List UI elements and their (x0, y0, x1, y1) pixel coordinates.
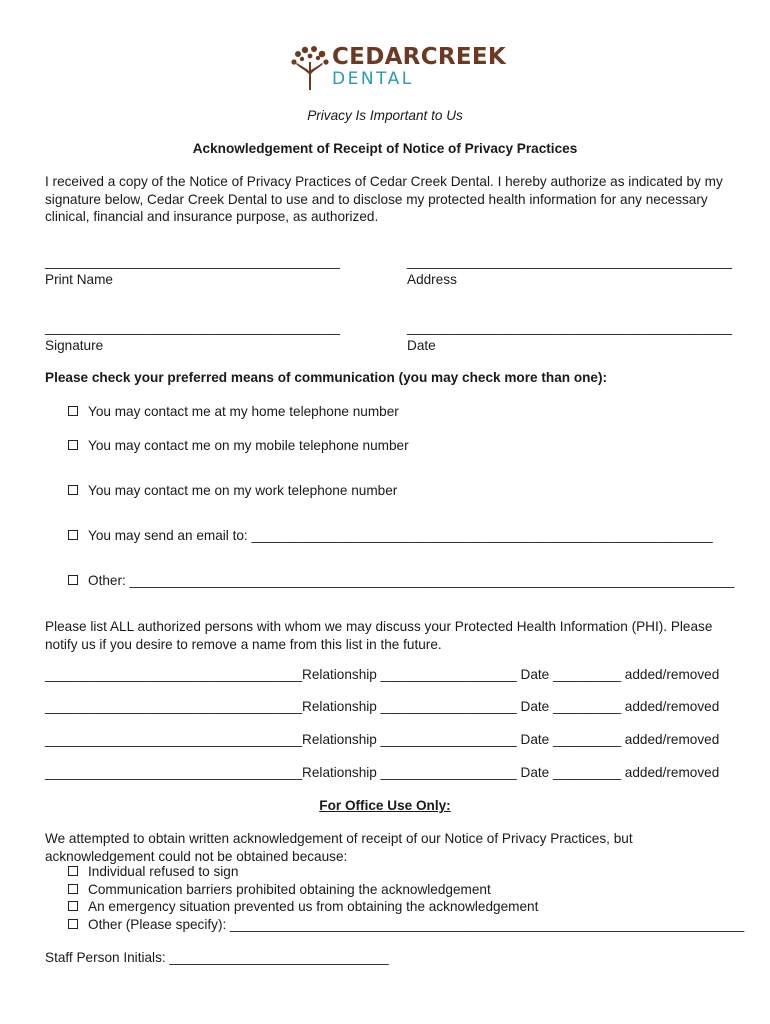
option-label: Other: ________________________________________________________________________________ (88, 573, 735, 588)
office-reason-barriers (68, 882, 491, 897)
checkbox[interactable] (68, 575, 78, 585)
reason-label: Individual refused to sign (88, 864, 239, 879)
phi-person-row[interactable]: __________________________________Relationship __________________ Date _________ added/removed (45, 667, 720, 682)
checkbox[interactable] (68, 901, 78, 911)
address-line[interactable]: ___________________________________________ (407, 254, 733, 269)
phi-person-row[interactable]: __________________________________Relationship __________________ Date _________ added/removed (45, 732, 720, 747)
comm-option-other (68, 573, 734, 588)
signature-label: Signature (45, 338, 104, 353)
reason-label: Other (Please specify): ____________________________________________________________________ (88, 917, 745, 932)
checkbox[interactable] (68, 485, 78, 495)
checkbox[interactable] (68, 440, 78, 450)
date-line[interactable]: ___________________________________________ (407, 320, 733, 335)
signature-line[interactable]: _______________________________________ (45, 320, 340, 335)
office-use-paragraph: We attempted to obtain written acknowledgement of receipt of our Notice of Privacy Practices, but acknowledgement could not be obtained because: (45, 831, 633, 864)
office-reason-refused (68, 864, 238, 879)
phi-person-row[interactable]: __________________________________Relationship __________________ Date _________ added/removed (45, 765, 720, 780)
checkbox[interactable] (68, 884, 78, 894)
tree-icon (290, 44, 330, 92)
print-name-line[interactable]: _______________________________________ (45, 254, 340, 269)
comm-option-email (68, 528, 713, 543)
page-subtitle: Privacy Is Important to Us (307, 108, 463, 123)
intro-paragraph: I received a copy of the Notice of Privacy Practices of Cedar Creek Dental. I hereby authorize as indicated by my signature below, Cedar Creek Dental to use and to disclose my protected health information for any necessary clinical, financial and insurance purpose, as authorized. (45, 174, 723, 224)
logo-subtitle: DENTAL (332, 69, 414, 89)
address-label: Address (407, 272, 457, 287)
option-label: You may contact me at my home telephone number (88, 404, 399, 419)
communication-heading: Please check your preferred means of communication (you may check more than one): (45, 370, 608, 385)
date-label: Date (407, 338, 436, 353)
print-name-label: Print Name (45, 272, 113, 287)
office-use-heading: For Office Use Only: (319, 798, 451, 813)
reason-label: An emergency situation prevented us from obtaining the acknowledgement (88, 899, 539, 914)
option-label: You may contact me on my work telephone number (88, 483, 398, 498)
option-label: You may send an email to: _____________________________________________________________ (88, 528, 713, 543)
comm-option-mobile (68, 438, 409, 453)
phi-instructions: Please list ALL authorized persons with whom we may discuss your Protected Health Information (PHI). Please notify us if you desire to remove a name from this list in the future. (45, 619, 713, 652)
option-label: You may contact me on my mobile telephone number (88, 438, 409, 453)
comm-option-work (68, 483, 397, 498)
checkbox[interactable] (68, 530, 78, 540)
page-title: Acknowledgement of Receipt of Notice of Privacy Practices (192, 141, 578, 156)
staff-initials-line[interactable]: Staff Person Initials: _____________________________ (45, 950, 389, 965)
phi-person-row[interactable]: __________________________________Relationship __________________ Date _________ added/removed (45, 699, 720, 714)
logo-wordmark: CEDARCREEK (332, 44, 507, 70)
office-reason-emergency (68, 899, 538, 914)
reason-label: Communication barriers prohibited obtaining the acknowledgement (88, 882, 491, 897)
checkbox[interactable] (68, 919, 78, 929)
comm-option-home (68, 404, 399, 419)
checkbox[interactable] (68, 866, 78, 876)
checkbox[interactable] (68, 406, 78, 416)
office-reason-other (68, 917, 744, 932)
cedar-creek-logo (290, 42, 507, 92)
